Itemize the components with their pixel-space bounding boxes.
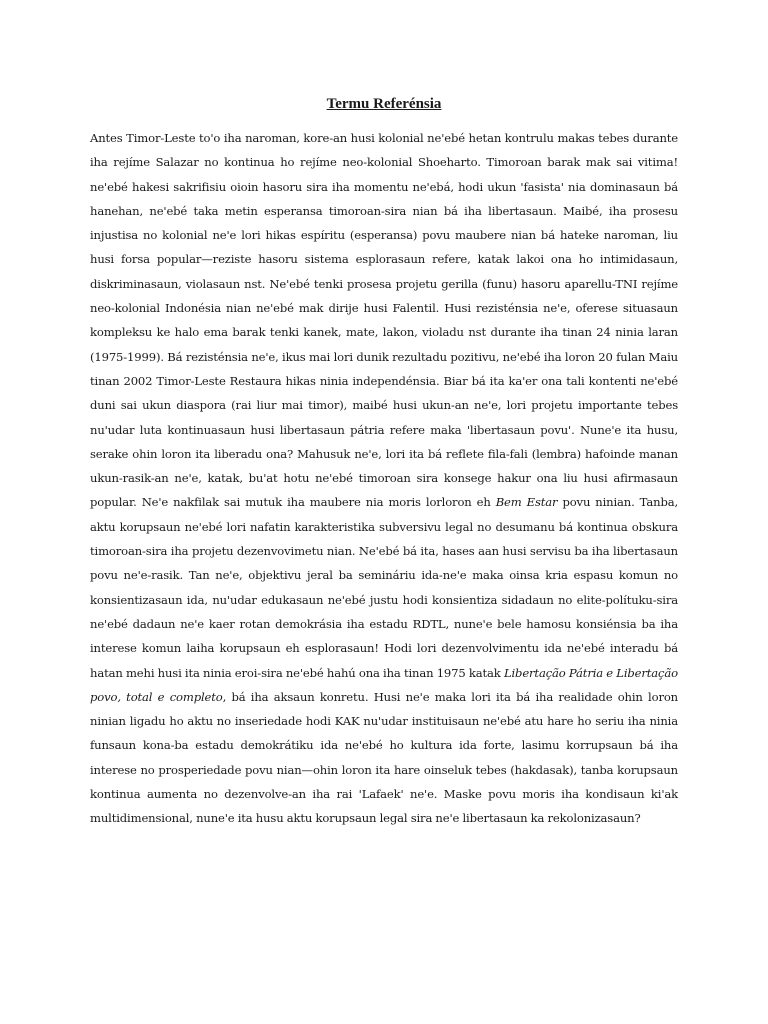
body-paragraph xyxy=(90,126,678,831)
paragraph-text-segment: , bá iha aksaun konretu. Husi ne'e maka lori ita bá iha realidade ohin loron ninian ligadu ho aktu no inseriedade hodi KAK nu'udar instituisaun ne'ebé atu hare ho seriu iha ninia funsaun kona-ba estadu demokrátiku ida ne'ebé ho kultura ida forte, lasimu korrupsaun bá iha interese no prosperiedade povu nian—ohin loron ita hare oinseluk tebes (hakdasak), tanba korupsaun kontinua aumenta no dezenvolve-an iha rai 'Lafaek' ne'e. Maske povu moris iha kondisaun ki'ak multidimensional, nune'e ita husu aktu korupsaun legal sira ne'e libertasaun ka rekolonizasaun? xyxy=(90,689,678,826)
paragraph-italic-segment: Libertação Pátria e Libertação povo, total e completo xyxy=(90,665,678,704)
paragraph-text-segment: Antes Timor-Leste to'o iha naroman, kore-an husi kolonial ne'ebé hetan kontrulu makas tebes durante iha rejíme Salazar no kontinua ho rejíme neo-kolonial Shoeharto. Timoroan barak mak sai vitima! ne'ebé hakesi sakrifisiu oioin hasoru sira iha momentu ne'ebá, hodi ukun 'fasista' nia dominasaun bá hanehan, ne'ebé taka metin esperansa timoroan-sira nian bá iha libertasaun. Maibé, iha prosesu injustisa no kolonial ne'e lori hikas espíritu (esperansa) povu maubere nian bá hateke naroman, liu husi forsa popular—reziste hasoru sistema esplorasaun refere, katak lakoi ona ho intimidasaun, diskriminasaun, violasaun nst. Ne'ebé tenki prosesa projetu gerilla (funu) hasoru aparellu-TNI rejíme neo-kolonial Indonésia nian ne'ebé mak dirije husi Falentil. Husi rezisténsia ne'e, oferese situasaun kompleksu ke halo ema barak tenki kanek, mate, lakon, violadu nst durante iha tinan 24 ninia laran (1975-1999). Bá rezisténsia ne'e, ikus mai lori dunik rezultadu pozitivu, ne'ebé iha loron 20 fulan Maiu tinan 2002 Timor-Leste Restaura hikas ninia independénsia. Biar bá ita ka'er ona tali kontenti ne'ebé duni sai ukun diaspora (rai liur mai timor), maibé husi ukun-an ne'e, lori projetu importante tebes nu'udar luta kontinuasaun husi libertasaun pátria refere maka 'libertasaun povu'. Nune'e ita husu, serake ohin loron ita liberadu ona? Mahusuk ne'e, lori ita bá reflete fila-fali (lembra) hafoinde manan ukun-rasik-an ne'e, katak, bu'at hotu ne'ebé timoroan sira konsege hakur ona liu husi afirmasaun popular. Ne'e nakfilak sai mutuk iha maubere nia moris lorloron eh xyxy=(90,131,678,510)
paragraph-text-segment: povu ninian. Tanba, aktu korupsaun ne'ebé lori nafatin karakteristika subversivu legal no desumanu bá kontinua obskura timoroan-sira iha projetu dezenvovimetu nian. Ne'ebé bá ita, hases aan husi servisu ba iha libertasaun povu ne'e-rasik. Tan ne'e, objektivu jeral ba semináriu ida-ne'e maka oinsa kria espasu komun no konsientizasaun ida, nu'udar edukasaun ne'ebé justu hodi konsientiza sidadaun no elite-polítuku-sira ne'ebé dadaun ne'e kaer rotan demokrásia iha estadu RDTL, nune'e bele hamosu konsiénsia ba iha interese komun laiha korupsaun eh esplorasaun! Hodi lori dezenvolvimentu ida ne'ebé interadu bá hatan mehi husi ita ninia eroi-sira ne'ebé hahú ona iha tinan 1975 katak xyxy=(90,495,679,680)
paragraph-italic-segment: Bem Estar xyxy=(495,495,558,510)
document-title: Termu Referénsia xyxy=(326,96,442,112)
